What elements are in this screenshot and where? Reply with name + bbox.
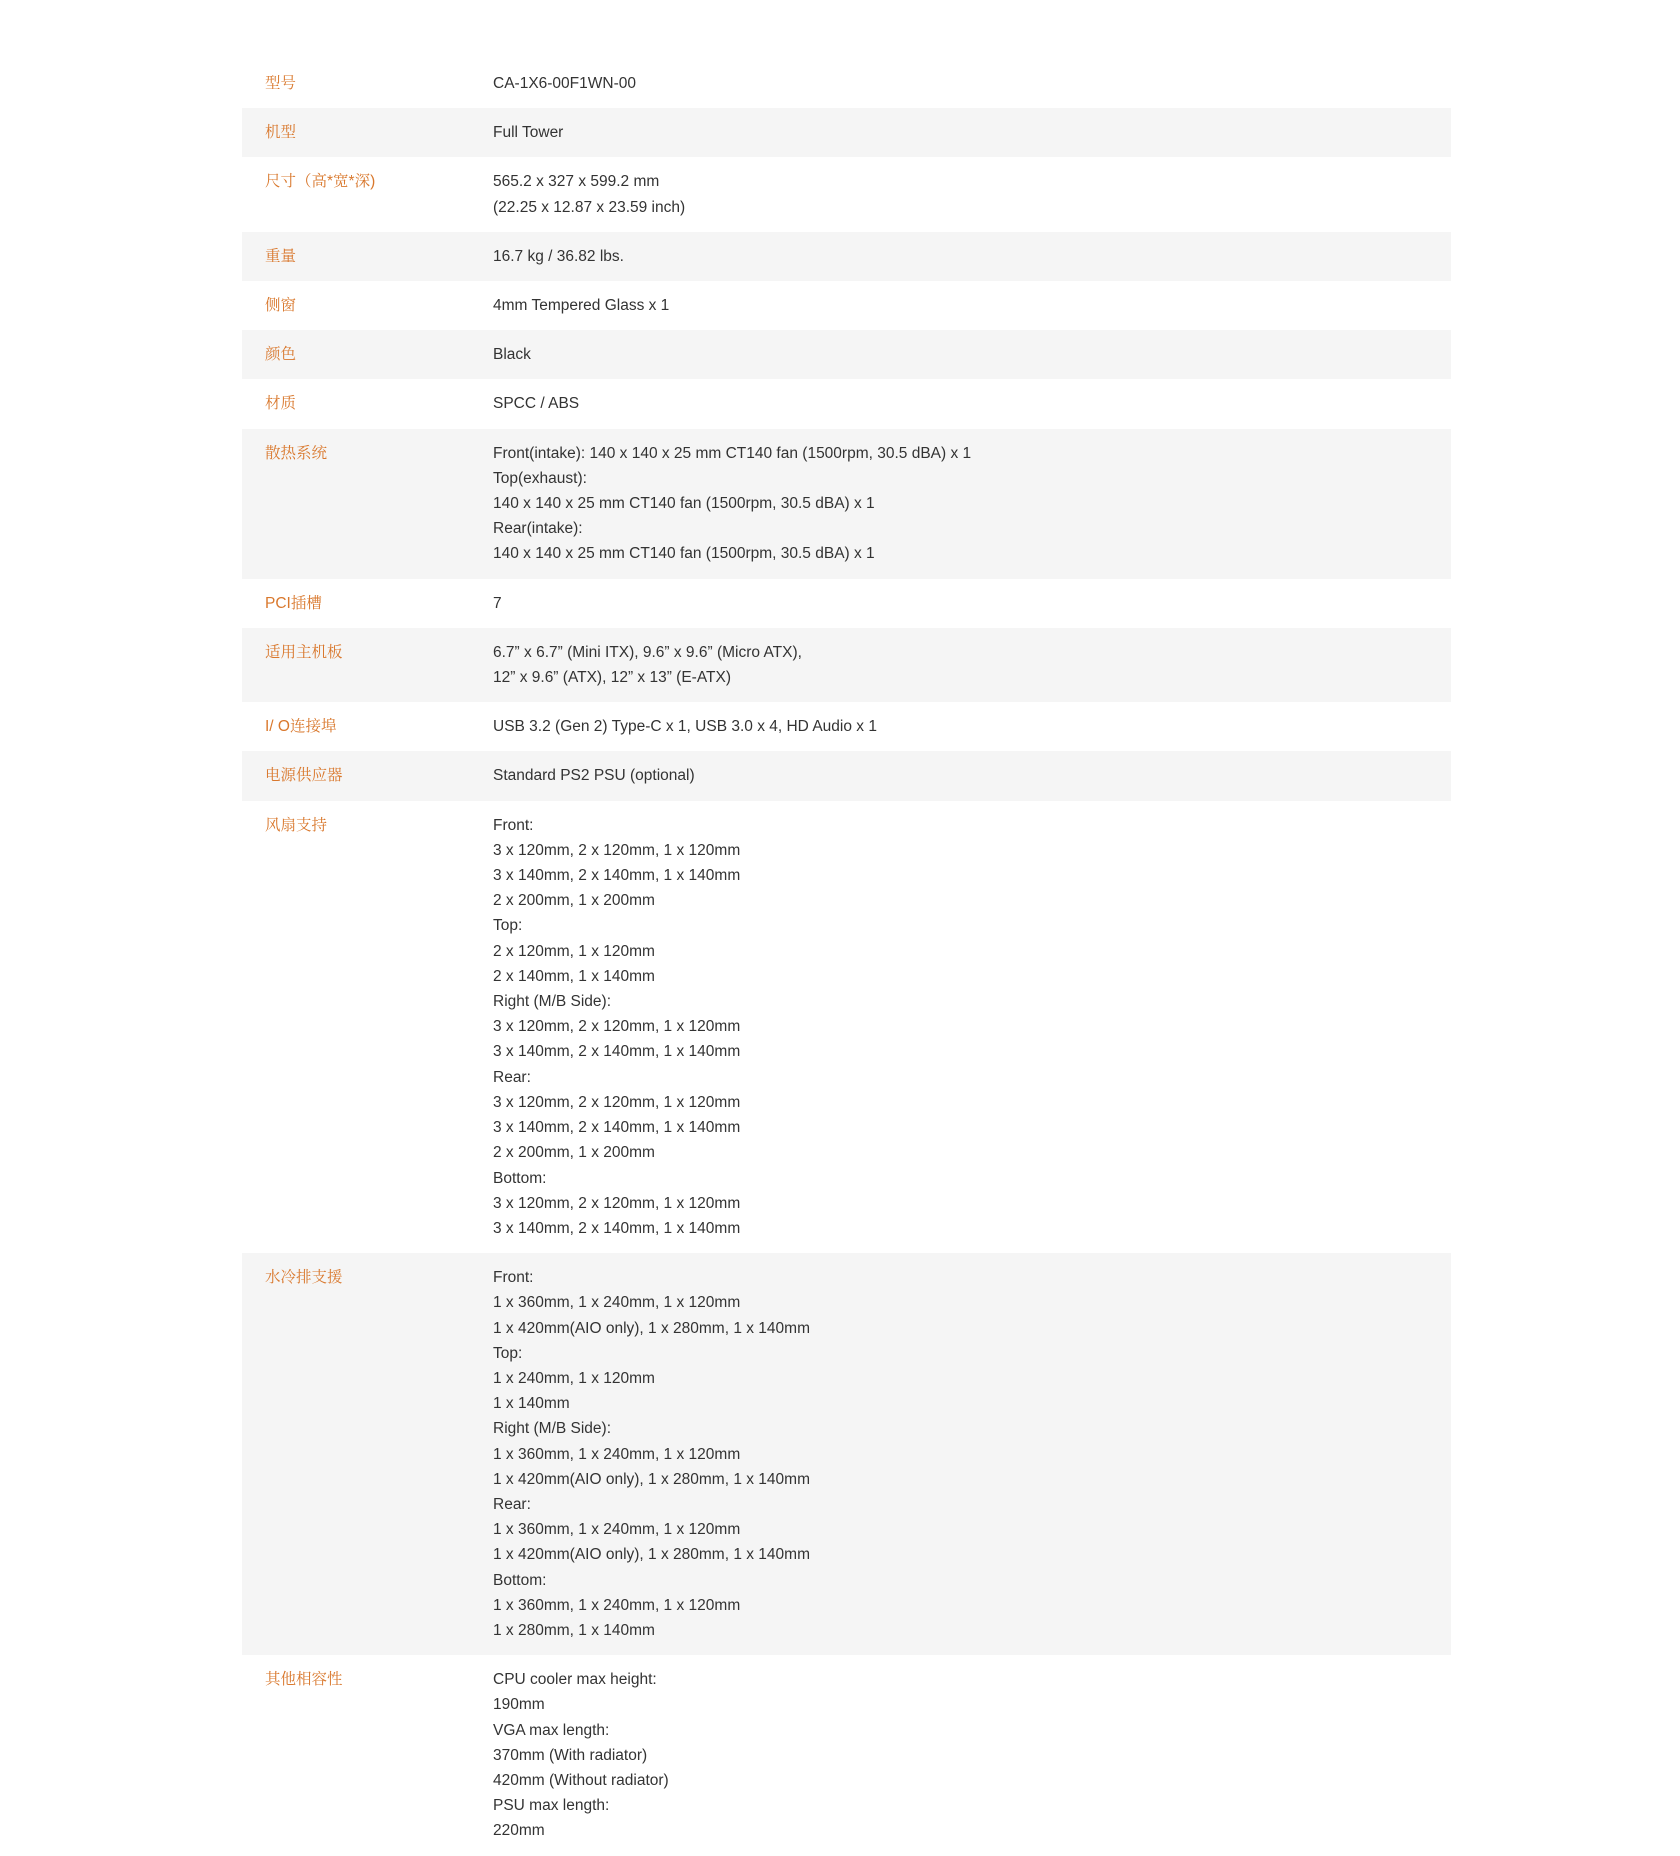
- spec-row: [242, 379, 1451, 428]
- spec-value-line: 1 x 420mm(AIO only), 1 x 280mm, 1 x 140mm: [493, 1546, 810, 1564]
- spec-value-line: Front:: [493, 816, 534, 834]
- spec-label: PCI插槽: [265, 594, 322, 612]
- spec-label: 水冷排支援: [265, 1269, 343, 1287]
- spec-value-line: 2 x 200mm, 1 x 200mm: [493, 892, 655, 910]
- spec-label: 型号: [265, 75, 297, 92]
- spec-row: [242, 1253, 1451, 1655]
- spec-value-line: 4mm Tempered Glass x 1: [493, 297, 670, 315]
- spec-value-line: 1 x 420mm(AIO only), 1 x 280mm, 1 x 140mm: [493, 1319, 810, 1337]
- spec-value-line: 3 x 140mm, 2 x 140mm, 1 x 140mm: [493, 1119, 741, 1137]
- spec-value-line: Rear:: [493, 1495, 531, 1513]
- spec-row: [242, 59, 1451, 108]
- spec-value: [493, 71, 1451, 96]
- spec-value-line: Front:: [493, 1269, 534, 1287]
- spec-value: [493, 640, 1451, 690]
- spec-label: 机型: [265, 124, 297, 142]
- spec-value-line: 565.2 x 327 x 599.2 mm: [493, 173, 660, 191]
- spec-value-line: 1 x 360mm, 1 x 240mm, 1 x 120mm: [493, 1596, 741, 1614]
- spec-value-line: Top(exhaust):: [493, 469, 587, 487]
- spec-row: [242, 751, 1451, 800]
- spec-row: [242, 281, 1451, 330]
- spec-value-line: 2 x 200mm, 1 x 200mm: [493, 1144, 655, 1162]
- spec-label: 适用主机板: [265, 643, 343, 661]
- spec-value-line: Bottom:: [493, 1169, 547, 1187]
- spec-value-line: 3 x 120mm, 2 x 120mm, 1 x 120mm: [493, 1194, 741, 1212]
- spec-value: [493, 293, 1451, 318]
- spec-row: [242, 1655, 1451, 1855]
- spec-value-line: 3 x 140mm, 2 x 140mm, 1 x 140mm: [493, 1043, 741, 1061]
- spec-row: [242, 429, 1451, 579]
- spec-value-line: 3 x 140mm, 2 x 140mm, 1 x 140mm: [493, 867, 741, 885]
- spec-value-line: USB 3.2 (Gen 2) Type-C x 1, USB 3.0 x 4, HD Audio x 1: [493, 718, 877, 736]
- spec-value-line: 190mm: [493, 1696, 545, 1714]
- spec-label: 侧窗: [265, 297, 297, 315]
- spec-value-line: 220mm: [493, 1822, 545, 1840]
- spec-value-line: 1 x 280mm, 1 x 140mm: [493, 1621, 655, 1639]
- spec-value-line: 3 x 120mm, 2 x 120mm, 1 x 120mm: [493, 1018, 741, 1036]
- spec-label: 其他相容性: [265, 1671, 343, 1689]
- spec-value-line: Front(intake): 140 x 140 x 25 mm CT140 fan (1500rpm, 30.5 dBA) x 1: [493, 444, 972, 462]
- spec-label: 电源供应器: [265, 767, 343, 785]
- spec-value-line: Rear(intake):: [493, 520, 583, 538]
- spec-value-line: 2 x 120mm, 1 x 120mm: [493, 942, 655, 960]
- spec-label: 材质: [265, 395, 297, 413]
- spec-row: [242, 330, 1451, 379]
- spec-value-line: CPU cooler max height:: [493, 1671, 657, 1689]
- spec-value-line: Top:: [493, 917, 523, 935]
- spec-label: 颜色: [265, 346, 297, 364]
- spec-value-line: 420mm (Without radiator): [493, 1771, 669, 1789]
- spec-value-line: Rear:: [493, 1068, 531, 1086]
- spec-row: [242, 628, 1451, 702]
- spec-value: [493, 441, 1451, 567]
- spec-row: [242, 579, 1451, 628]
- spec-value-line: VGA max length:: [493, 1721, 610, 1739]
- spec-value-line: 1 x 240mm, 1 x 120mm: [493, 1369, 655, 1387]
- spec-row: [242, 801, 1451, 1253]
- spec-value-line: Top:: [493, 1344, 523, 1362]
- spec-row: [242, 702, 1451, 751]
- spec-value: [493, 763, 1451, 788]
- spec-value-line: 370mm (With radiator): [493, 1746, 648, 1764]
- spec-value-line: 1 x 360mm, 1 x 240mm, 1 x 120mm: [493, 1294, 741, 1312]
- spec-value-line: 12” x 9.6” (ATX), 12” x 13” (E-ATX): [493, 669, 732, 687]
- spec-value: [493, 169, 1451, 219]
- spec-value: [493, 244, 1451, 269]
- spec-value-line: Black: [493, 346, 531, 364]
- spec-value-line: Full Tower: [493, 124, 564, 142]
- spec-value-line: Right (M/B Side):: [493, 993, 612, 1011]
- spec-row: [242, 108, 1451, 157]
- spec-value-line: 1 x 420mm(AIO only), 1 x 280mm, 1 x 140mm: [493, 1470, 810, 1488]
- spec-table: [242, 59, 1451, 1856]
- spec-value-line: 3 x 140mm, 2 x 140mm, 1 x 140mm: [493, 1219, 741, 1237]
- spec-value-line: 1 x 360mm, 1 x 240mm, 1 x 120mm: [493, 1521, 741, 1539]
- spec-value-line: Bottom:: [493, 1571, 547, 1589]
- spec-value: [493, 591, 1451, 616]
- spec-value-line: 140 x 140 x 25 mm CT140 fan (1500rpm, 30.5 dBA) x 1: [493, 495, 875, 513]
- spec-value-line: 1 x 360mm, 1 x 240mm, 1 x 120mm: [493, 1445, 741, 1463]
- spec-value-line: 1 x 140mm: [493, 1395, 570, 1413]
- spec-value: [493, 391, 1451, 416]
- spec-value-line: SPCC / ABS: [493, 395, 580, 413]
- spec-row: [242, 232, 1451, 281]
- spec-value-line: 2 x 140mm, 1 x 140mm: [493, 967, 655, 985]
- spec-value-line: Right (M/B Side):: [493, 1420, 612, 1438]
- spec-label: 风扇支持: [265, 816, 328, 834]
- spec-value-line: 140 x 140 x 25 mm CT140 fan (1500rpm, 30.5 dBA) x 1: [493, 545, 875, 563]
- spec-value-line: 7: [493, 594, 502, 612]
- spec-row: [242, 157, 1451, 231]
- spec-value: [493, 342, 1451, 367]
- spec-value-line: Standard PS2 PSU (optional): [493, 767, 695, 785]
- spec-label: 尺寸（高*宽*深): [265, 173, 376, 191]
- spec-value: [493, 714, 1451, 739]
- spec-value-line: PSU max length:: [493, 1797, 610, 1815]
- spec-value: [493, 813, 1451, 1241]
- spec-value-line: 16.7 kg / 36.82 lbs.: [493, 247, 624, 265]
- spec-value-line: (22.25 x 12.87 x 23.59 inch): [493, 198, 686, 216]
- spec-label: 散热系统: [265, 444, 328, 462]
- spec-value: [493, 1667, 1451, 1843]
- spec-value-line: 3 x 120mm, 2 x 120mm, 1 x 120mm: [493, 841, 741, 859]
- spec-value-line: 3 x 120mm, 2 x 120mm, 1 x 120mm: [493, 1093, 741, 1111]
- spec-label: 重量: [265, 247, 297, 265]
- spec-value-line: CA-1X6-00F1WN-00: [493, 75, 636, 92]
- spec-value: [493, 1265, 1451, 1643]
- spec-label: I/ O连接埠: [265, 718, 337, 736]
- spec-value: [493, 120, 1451, 145]
- spec-value-line: 6.7” x 6.7” (Mini ITX), 9.6” x 9.6” (Micro ATX),: [493, 643, 802, 661]
